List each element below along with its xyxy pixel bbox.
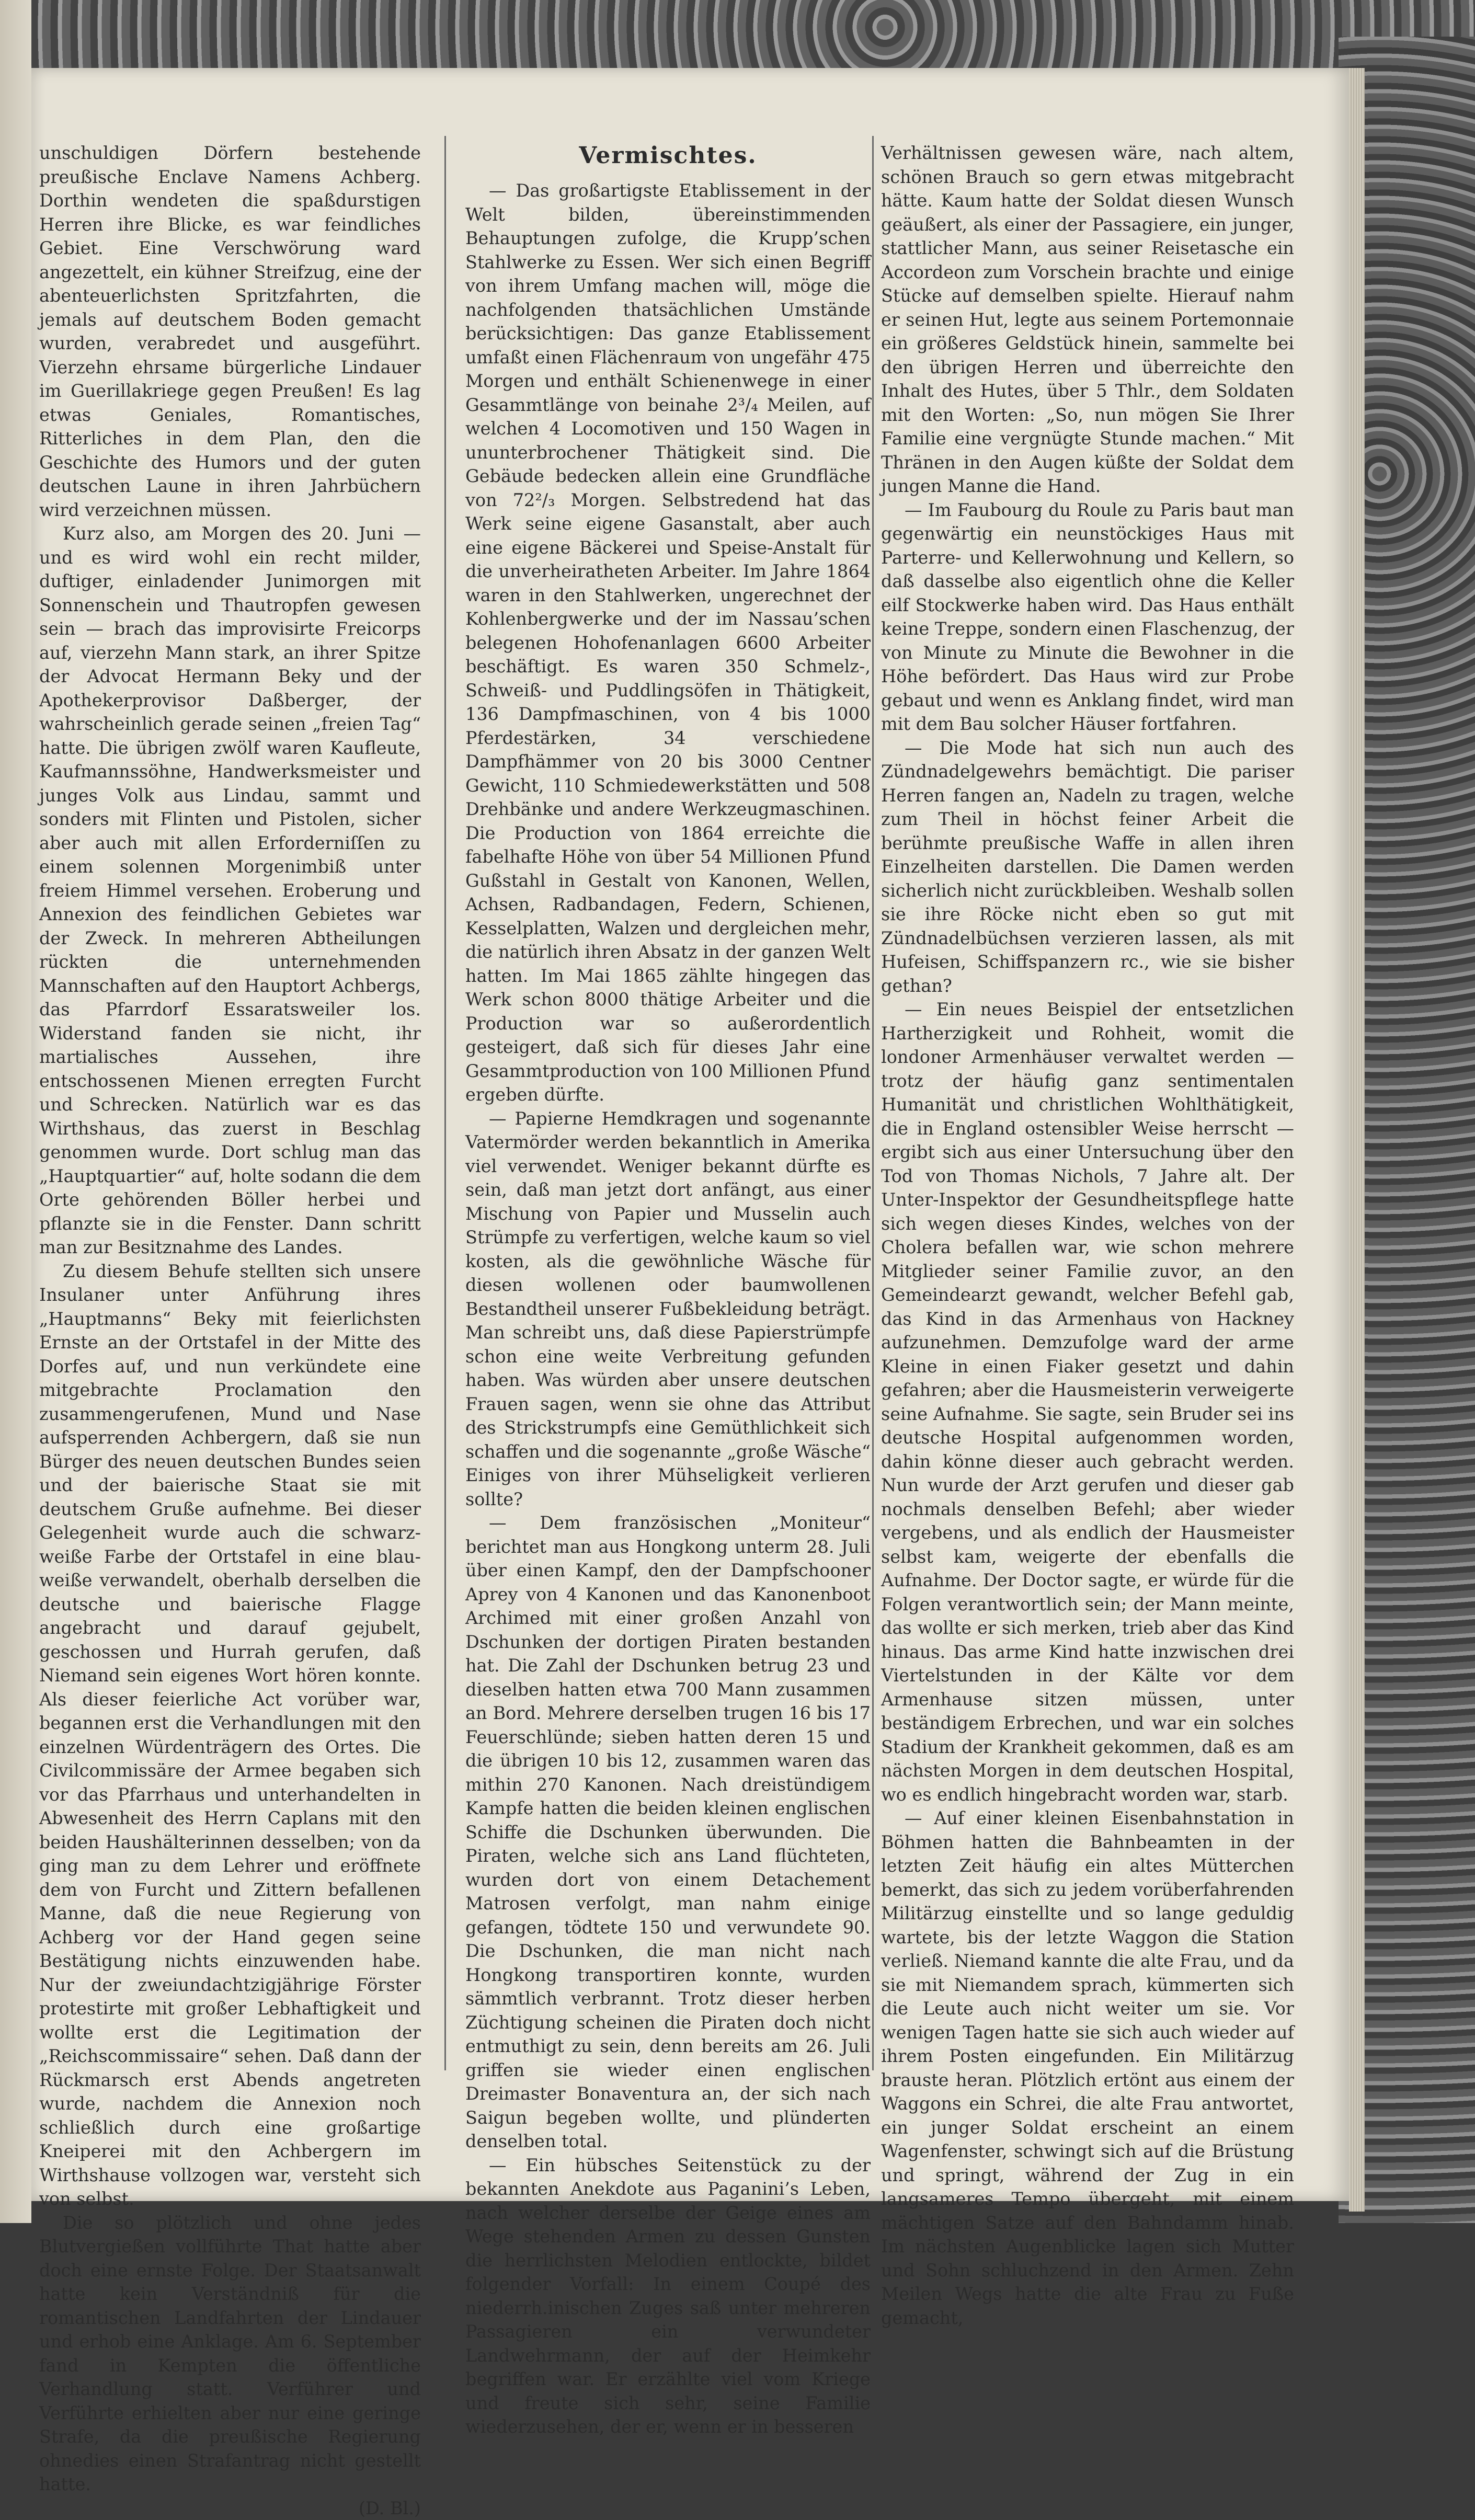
source-signature: (D. Bl.) — [39, 2496, 421, 2520]
right-paragraph-3: — Die Mode hat sich nun auch des Zündnadelgewehrs bemächtigt. Die pariser Herren fangen an, Nadeln zu tragen, welche zum Theil in höchst feiner Arbeit die berühmte preußische Waffe in allen ihren Einzelheiten darstellen. Die Damen werden sicherlich nicht zurückbleiben. Weshalb sollen sie ihre Röcke nicht eben so gut mit Zündnadelbüchsen verzieren lassen, als mit Hufeisen, Schiffspanzern rc., wie sie bisher gethan? — [881, 736, 1294, 998]
marbled-cover-top — [0, 0, 1475, 68]
right-column — [881, 141, 1294, 2086]
page-stack-edge — [1349, 68, 1365, 2212]
right-paragraph-4: — Ein neues Beispiel der entsetzlichen Hartherzigkeit und Rohheit, womit die londoner Armenhäuser verwaltet werden — trotz der häufig ganz sentimentalen Humanität und christlichen Wohlthätigkeit, die in England ostensibler Weise herrscht — ergibt sich aus einer Untersuchung über den Tod von Thomas Nichols, 7 Jahre alt. Der Unter-Inspektor der Gesundheitspflege hatte sich wegen dieses Kindes, welches von der Cholera befallen war, wie schon mehrere Mitglieder seiner Familie zuvor, an den Gemeindearzt gewandt, welcher Befehl gab, das Kind in das Armenhaus von Hackney aufzunehmen. Demzufolge ward der arme Kleine in einen Fiaker gesetzt und dahin gefahren; aber die Hausmeisterin verweigerte seine Aufnahme. Sie sagte, sein Bruder sei ins deutsche Hospital aufgenommen worden, dahin könne dieser auch gebracht werden. Nun wurde der Arzt gerufen und dieser gab nochmals denselben Befehl; aber wieder vergebens, und als endlich der Hausmeister selbst kam, weigerte der ebenfalls die Aufnahme. Der Doctor sagte, er würde für die Folgen verantwortlich sein; der Mann meinte, das wollte er sich merken, trieb aber das Kind hinaus. Das arme Kind hatte inzwischen drei Viertelstunden in der Kälte vor dem Armenhause sitzen müssen, unter beständigem Erbrechen, und war ein solches Stadium der Krankheit gekommen, daß es am nächsten Morgen in dem deutschen Hospital, wo es endlich hingebracht worden war, starb. — [881, 998, 1294, 1806]
facing-page-edge — [0, 0, 31, 2223]
middle-paragraph-4: — Ein hübsches Seitenstück zu der bekannten Anekdote aus Paganini’s Leben, nach welcher derselbe der Geige eines am Wege stehenden Armen zu dessen Gunsten die herrlichsten Melodien entlockte, bildet folgender Vorfall: In einem Coupé des niederrh.inischen Zuges saß unter mehreren Passagieren ein verwundeter Landwehrmann, der auf der Heimkehr begriffen war. Er erzählte viel vom Kriege und freute sich sehr, seine Familie wiederzusehen, der er, wenn er in besseren — [465, 2154, 871, 2439]
middle-paragraph-3: — Dem französischen „Moniteur“ berichtet man aus Hongkong unterm 28. Juli über einen Kampf, den der Dampfschooner Aprey von 4 Kanonen und das Kanonenboot Archimed mit einer großen Anzahl von Dschunken der dortigen Piraten bestanden hat. Die Zahl der Dschunken betrug 23 und dieselben hatten etwa 700 Mann zusammen an Bord. Mehrere derselben trugen 16 bis 17 Feuerschlünde; sieben hatten deren 15 und die übrigen 10 bis 12, zusammen waren das mithin 270 Kanonen. Nach dreistündigem Kampfe hatten die beiden kleinen englischen Schiffe die Dschunken überwunden. Die Piraten, welche sich ans Land flüchteten, wurden dort von einem Detachement Matrosen verfolgt, man nahm einige gefangen, tödtete 150 und verwundete 90. Die Dschunken, die man nicht nach Hongkong transportiren konnte, wurden sämmtlich verbrannt. Trotz dieser herben Züchtigung scheinen die Piraten doch nicht entmuthigt zu sein, denn bereits am 26. Juli griffen sie wieder einen englischen Dreimaster Bonaventura an, der sich nach Saigun begeben wollte, und plünderten denselben total. — [465, 1511, 871, 2154]
middle-paragraph-1: — Das großartigste Etablissement in der Welt bilden, übereinstimmenden Behauptungen zufolge, die Krupp’schen Stahlwerke zu Essen. Wer sich einen Begriff von ihrem Umfang machen will, möge die nachfolgenden thatsächlichen Umstände berücksichtigen: Das ganze Etablissement umfaßt einen Flächenraum von ungefähr 475 Morgen und enthält Schienenwege in einer Gesammtlänge von beinahe 2³/₄ Meilen, auf welchen 4 Locomotiven und 150 Wagen in ununterbrochener Thätigkeit sind. Die Gebäude bedecken allein eine Grundfläche von 72²/₃ Morgen. Selbstredend hat das Werk seine eigene Gasanstalt, aber auch eine eigene Bäckerei und Speise-Anstalt für die unverheiratheten Arbeiter. Im Jahre 1864 waren in den Stahlwerken, ungerechnet der Kohlenbergwerke und der im Nassau’schen belegenen Hohofenanlagen 6600 Arbeiter beschäftigt. Es waren 350 Schmelz-, Schweiß- und Puddlingsöfen in Thätigkeit, 136 Dampfmaschinen, von 4 bis 1000 Pferdestärken, 34 verschiedene Dampfhämmer von 20 bis 3000 Centner Gewicht, 110 Schmiedewerkstätten und 508 Drehbänke und andere Werkzeugmaschinen. Die Production von 1864 erreichte die fabelhafte Höhe von über 54 Millionen Pfund Gußstahl in Gestalt von Kanonen, Wellen, Achsen, Radbandagen, Federn, Schienen, Kesselplatten, Walzen und dergleichen mehr, die natürlich ihren Absatz in der ganzen Welt hatten. Im Mai 1865 zählte hingegen das Werk schon 8000 thätige Arbeiter und die Production war so außerordentlich gesteigert, daß sich für dieses Jahr eine Gesammtproduction von 100 Millionen Pfund ergeben dürfte. — [465, 179, 871, 1107]
middle-paragraph-2: — Papierne Hemdkragen und sogenannte Vatermörder werden bekanntlich in Amerika viel verwendet. Weniger bekannt dürfte es sein, daß man jetzt dort anfängt, aus einer Mischung von Papier und Musselin auch Strümpfe zu verfertigen, welche kaum so viel kosten, als die gewöhnliche Wäsche für diesen wollenen oder baumwollenen Bestandtheil unserer Fußbekleidung beträgt. Man schreibt uns, daß diese Papierstrümpfe schon eine weite Verbreitung gefunden haben. Was würden aber unsere deutschen Frauen sagen, wenn sie ohne das Attribut des Strickstrumpfs eine Gemüthlichkeit sich schaffen und die sogenannte „große Wäsche“ Einiges von ihrer Mühseligkeit verlieren sollte? — [465, 1107, 871, 1511]
left-paragraph-2: Kurz also, am Morgen des 20. Juni — und es wird wohl ein recht milder, duftiger, einladender Junimorgen mit Sonnenschein und Thautropfen gewesen sein — brach das improvisirte Freicorps auf, vierzehn Mann stark, an ihrer Spitze der Advocat Hermann Beky und der Apothekerprovisor Daßberger, der wahrscheinlich gerade seinen „freien Tag“ hatte. Die übrigen zwölf waren Kaufleute, Kaufmannssöhne, Handwerksmeister und junges Volk aus Lindau, sammt und sonders mit Flinten und Pistolen, sicher aber auch mit allen Erforderniſſen zu einem solennen Morgenimbiß unter freiem Himmel versehen. Eroberung und Annexion des feindlichen Gebietes war der Zweck. In mehreren Abtheilungen rückten die unternehmenden Mannschaften auf den Hauptort Achbergs, das Pfarrdorf Essaratsweiler los. Widerstand fanden sie nicht, ihr martialisches Aussehen, ihre entschossenen Mienen erregten Furcht und Schrecken. Natürlich war es das Wirthshaus, das zuerst in Beschlag genommen wurde. Dort schlug man das „Hauptquartier“ auf, holte sodann die dem Orte gehörenden Böller herbei und pflanzte sie in die Fenster. Dann schritt man zur Besitznahme des Landes. — [39, 522, 421, 1259]
right-paragraph-2: — Im Faubourg du Roule zu Paris baut man gegenwärtig ein neunstöckiges Haus mit Parterre- und Kellerwohnung und Kellern, so daß dasselbe also eigentlich ohne die Keller eilf Stockwerke haben wird. Das Haus enthält keine Treppe, sondern einen Flaschenzug, der von Minute zu Minute die Bewohner in die Höhe befördert. Das Haus wird zur Probe gebaut und wenn es Anklang findet, wird man mit dem Bau solcher Häuser fortfahren. — [881, 498, 1294, 736]
middle-column — [465, 141, 871, 2086]
section-heading: Vermischtes. — [465, 141, 871, 170]
right-paragraph-5: — Auf einer kleinen Eisenbahnstation in Böhmen hatten die Bahnbeamten in der letzten Zeit häufig ein altes Mütterchen bemerkt, das sich zu jedem vorüberfahrenden Militärzug einstellte und so lange geduldig wartete, bis der letzte Waggon die Station verließ. Niemand kannte die alte Frau, und da sie mit Niemandem sprach, kümmerten sich die Leute auch nicht weiter um sie. Vor wenigen Tagen hatte sie sich auch wieder auf ihrem Posten eingefunden. Ein Militärzug brauste heran. Plötzlich ertönt aus einem der Waggons ein Schrei, die alte Frau antwortet, ein junger Soldat erscheint an einem Wagenfenster, schwingt sich auf die Brüstung und springt, während der Zug in ein langsameres Tempo übergeht, mit einem mächtigen Satze auf den Bahndamm hinab. Im nächsten Augenblicke lagen sich Mutter und Sohn schluchzend in den Armen. Zehn Meilen Wegs hatte die alte Frau zu Fuße gemacht, — [881, 1806, 1294, 2330]
left-paragraph-1: unschuldigen Dörfern bestehende preußische Enclave Namens Achberg. Dorthin wendeten die spaßdurstigen Herren ihre Blicke, es war feindliches Gebiet. Eine Verschwörung ward angezettelt, ein kühner Streifzug, eine der abenteuerlichsten Spritzfahrten, die jemals auf deutschem Boden gemacht wurden, verabredet und ausgeführt. Vierzehn ehrsame bürgerliche Lindauer im Guerillakriege gegen Preußen! Es lag etwas Geniales, Romantisches, Ritterliches in dem Plan, den die Geschichte des Humors und der guten deutschen Laune in ihren Jahrbüchern wird verzeichnen müssen. — [39, 141, 421, 522]
column-rule-left — [444, 136, 446, 2070]
left-paragraph-4: Die so plötzlich und ohne jedes Blutvergießen vollführte That hatte aber doch eine ernste Folge. Der Staatsanwalt hatte kein Verständniß für die romantischen Landfahrten der Lindauer und erhob eine Anklage. Am 6. September fand in Kempten die öffentliche Verhandlung statt. Verführer und Verführte erhielten aber nur eine geringe Strafe, da die preußische Regierung ohnedies einen Strafantrag nicht gestellt hatte. — [39, 2211, 421, 2496]
left-paragraph-3: Zu diesem Behufe stellten sich unsere Insulaner unter Anführung ihres „Hauptmanns“ Beky mit feierlichsten Ernste an der Ortstafel in der Mitte des Dorfes auf, und nun verkündete eine mitgebrachte Proclamation den zusammengerufenen, Mund und Nase aufsperrenden Achbergern, daß sie nun Bürger des neuen deutschen Bundes seien und der baierische Staat sie mit deutschem Gruße aufnehme. Bei dieser Gelegenheit wurde auch die schwarz-weiße Farbe der Ortstafel in eine blau-weiße verwandelt, oberhalb derselben die deutsche und baierische Flagge angebracht und darauf gejubelt, geschossen und Hurrah gerufen, daß Niemand sein eigenes Wort hören konnte. Als dieser feierliche Act vorüber war, begannen erst die Verhandlungen mit den einzelnen Würdenträgern des Ortes. Die Civilcommissäre der Armee begaben sich vor das Pfarrhaus und unterhandelten in Abwesenheit des Herrn Caplans mit den beiden Haushälterinnen desselben; von da ging man zu dem Lehrer und eröffnete dem von Furcht und Zittern befallenen Manne, daß die neue Regierung von Achberg vor der Hand gegen seine Bestätigung nichts einzuwenden habe. Nur der zweiundachtzigjährige Förster protestirte mit großer Lebhaftigkeit und wollte erst die Legitimation der „Reichscommissaire“ sehen. Daß dann der Rückmarsch erst Abends angetreten wurde, nachdem die Annexion noch schließlich durch eine großartige Kneiperei mit den Achbergern im Wirthshause vollzogen war, versteht sich von selbst. — [39, 1259, 421, 2211]
left-column — [39, 141, 421, 2086]
right-paragraph-1: Verhältnissen gewesen wäre, nach altem, schönen Brauch so gern etwas mitgebracht hätte. Kaum hatte der Soldat diesen Wunsch geäußert, als einer der Passagiere, ein junger, stattlicher Mann, aus seiner Reisetasche ein Accordeon zum Vorschein brachte und einige Stücke auf demselben spielte. Hierauf nahm er seinen Hut, legte aus seinem Portemonnaie ein größeres Geldstück hinein, sammelte bei den übrigen Herren und überreichte den Inhalt des Hutes, über 5 Thlr., dem Soldaten mit den Worten: „So, nun mögen Sie Ihrer Familie eine vergnügte Stunde machen.“ Mit Thränen in den Augen küßte der Soldat dem jungen Manne die Hand. — [881, 141, 1294, 498]
column-rule-right — [872, 136, 874, 2070]
